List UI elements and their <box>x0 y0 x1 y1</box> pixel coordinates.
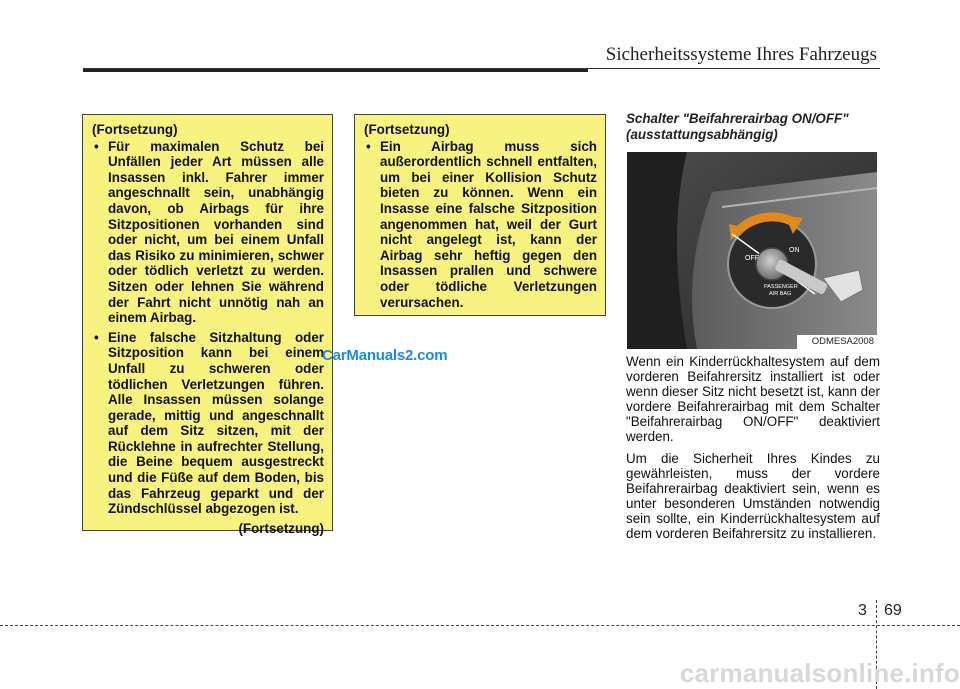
site-watermark: carmanualsonline.info <box>679 658 960 688</box>
warning-text: Ein Airbag muss sich außerordentlich schnell entfalten, um bei einer Kollision Schutz bieten zu können. Wenn ein Insasse eine falsche Sitzposition angenommen hat, weil der Gurt nicht angelegt ist, kann der Airbag sehr heftig gegen den Insassen prallen und schwere oder tödliche Verletzungen verursachen. <box>380 138 597 310</box>
continued-label: (Fortsetzung) <box>92 122 178 137</box>
airbag-switch-photo <box>627 152 877 349</box>
warning-text: Für maximalen Schutz bei Unfällen jeder Art müssen alle Insassen inkl. Fahrer immer angeschnallt sein, unabhängig davon, ob Airbags für ihre Sitzpositionen vorhanden sind oder nicht, um bei einem Unfall das Risiko zu minimieren, schwer oder tödlich verletzt zu werden. Sitzen oder lehnen Sie während der Fahrt nicht unnötig nah an einem Airbag. <box>108 138 324 326</box>
section-title: Sicherheitssysteme Ihres Fahrzeugs <box>605 44 877 65</box>
page-number: 69 <box>884 602 902 619</box>
warning-box-2 <box>354 114 606 316</box>
list-item <box>364 139 597 311</box>
switch-label-passenger: PASSENGER <box>764 284 798 290</box>
heading-line: Schalter "Beifahrerairbag ON/OFF" <box>626 111 849 126</box>
warning-list <box>92 139 324 517</box>
continued-label: (Fortsetzung) <box>364 122 450 137</box>
warning-text: Eine falsche Sitzhaltung oder Sitzposition kann bei einem Unfall zu schweren oder tödlichen Verletzungen führen. Alle Insassen müssen solange gerade, mittig und angeschnallt auf dem Sitz sitzen, mit der Rücklehne in aufrechter Stellung, die Beine bequem ausgestreckt und die Füße auf dem Boden, bis das Fahrzeug geparkt und der Zündschlüssel abgezogen ist. <box>108 329 324 517</box>
section-heading <box>626 111 880 142</box>
photo-caption: ODMESA2008 <box>811 336 874 347</box>
body-text <box>626 354 880 547</box>
watermark[interactable]: CarManuals2.com <box>322 347 448 364</box>
warning-box-1 <box>82 114 333 536</box>
footer-rule <box>0 625 960 626</box>
switch-label-airbag: AIR BAG <box>769 291 792 297</box>
bullet-icon: • <box>94 329 99 345</box>
warning-list <box>364 139 597 311</box>
list-item <box>92 330 324 517</box>
switch-label-on: ON <box>789 247 800 254</box>
chapter-number: 3 <box>858 602 867 619</box>
airbag-switch-illustration <box>627 152 877 349</box>
switch-label-off: OFF <box>745 255 759 262</box>
paragraph: Um die Sicherheit Ihres Kindes zu gewährleisten, muss der vordere Beifahrerairbag deaktiviert sein, wenn es unter besonderen Umständen notwendig sein sollte, ein Kinderrückhaltesystem auf dem vorderen Beifahrersitz zu installieren. <box>626 450 880 542</box>
list-item <box>92 139 324 326</box>
header-rule-accent <box>83 69 588 72</box>
paragraph: Wenn ein Kinderrückhaltesystem auf dem vorderen Beifahrersitz installiert ist oder wenn dieser Sitz nicht besetzt ist, kann der vordere Beifahrerairbag mit dem Schalter "Beifahrerairbag ON/OFF" deaktiviert werden. <box>626 354 880 445</box>
bullet-icon: • <box>366 138 371 154</box>
heading-line: (ausstattungsabhängig) <box>626 126 778 142</box>
continued-label: (Fortsetzung) <box>238 520 324 536</box>
bullet-icon: • <box>94 138 99 154</box>
